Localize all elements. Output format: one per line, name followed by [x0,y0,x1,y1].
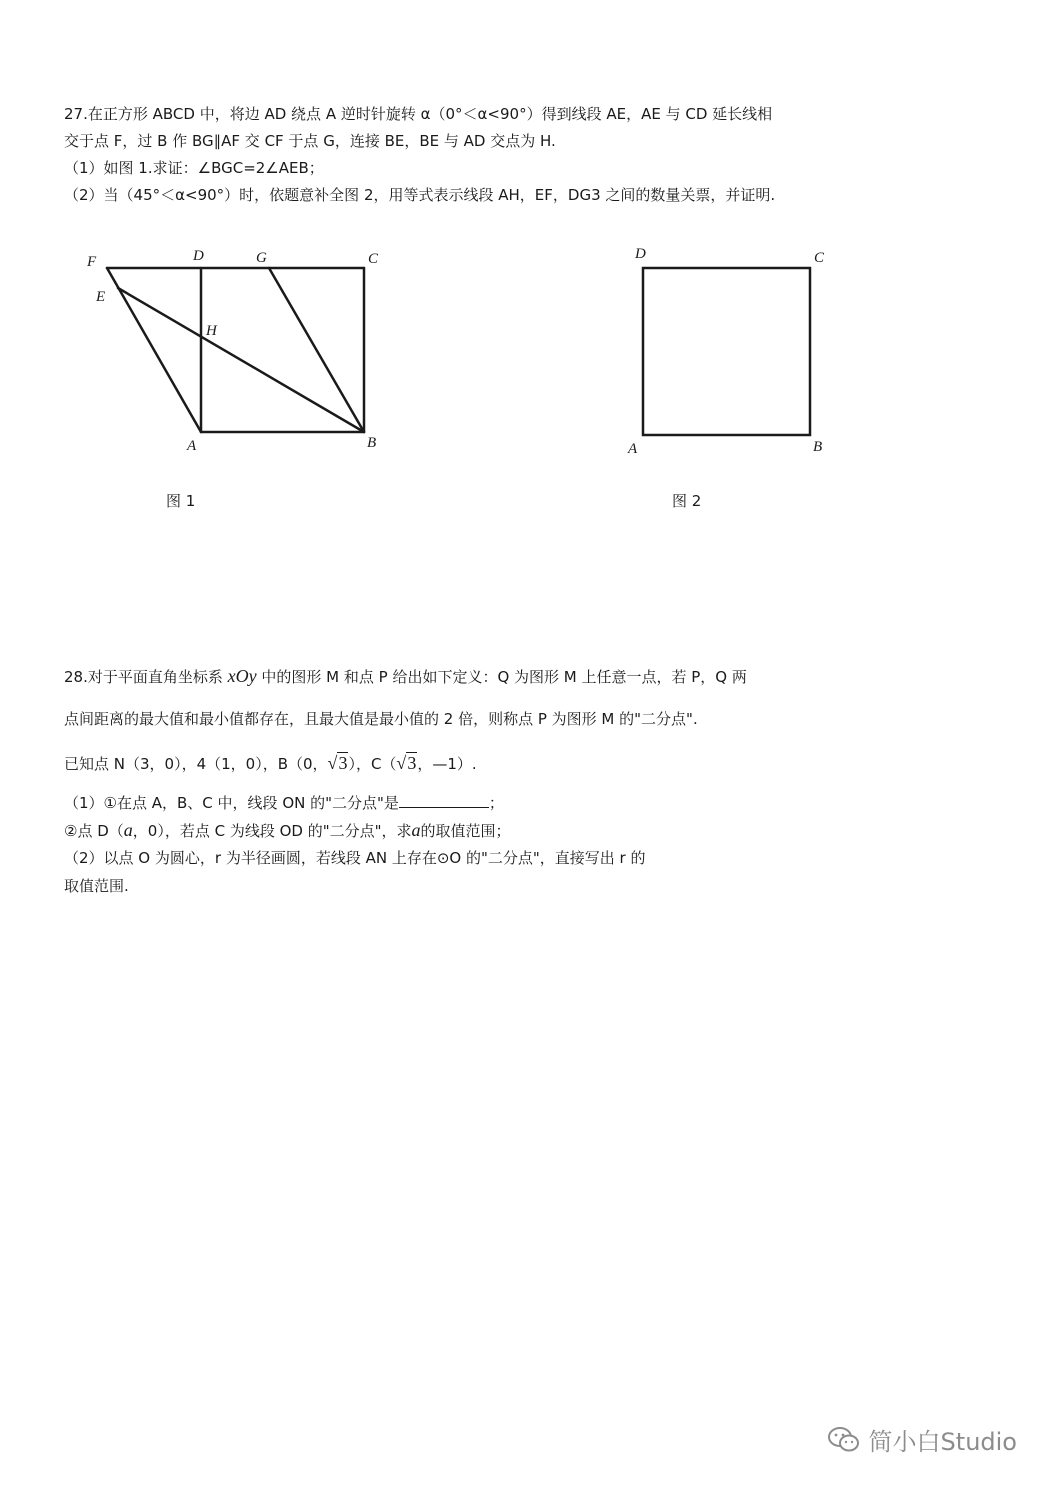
q28-part1a [64,793,504,813]
q28-var-xoy: xOy [227,666,257,686]
q28-part2-line1: （2）以点 O 为圆心，r 为半径画圆，若线段 AN 上存在⊙O 的"二分点"，直接写出 r 的 [64,849,646,867]
q27-part2: （2）当（45°＜α<90°）时，依题意补全图 2，用等式表示线段 AH，EF，DG3 之间的数量关票，并证明. [64,186,776,204]
fig1-label-A: A [187,438,197,454]
fig2-label-D: D [635,246,646,262]
q28-part1b-c: 的取值范围； [420,822,511,840]
fig1-label-B: B [367,435,377,451]
fig1-line-eb [118,288,364,432]
q28-line1 [64,666,747,687]
fig1-label-F: F [87,254,97,270]
q28-line3 [64,753,477,774]
q27-part1: （1）如图 1.求证：∠BGC=2∠AEB； [64,159,324,177]
q28-line1-a: 28.对于平面直角坐标系 [64,668,228,686]
q28-part1b [64,820,511,841]
q28-part1a-end: ； [488,794,504,812]
q28-part1a-text: （1）①在点 A，B、C 中，线段 ON 的"二分点"是 [64,794,399,812]
q28-part2-line2: 取值范围. [64,877,129,895]
sqrt-3-b: √3 [327,753,348,773]
q28-line2: 点间距离的最大值和最小值都存在，且最大值是最小值的 2 倍，则称点 P 为图形 M 的"二分点". [64,710,698,728]
q27-line2: 交于点 F，过 B 作 BG∥AF 交 CF 于点 G，连接 BE，BE 与 AD 交点为 H. [64,132,556,150]
fig1-label-H: H [206,323,217,339]
sqrt-radicand: 3 [338,753,348,773]
q28-line1-b: 中的图形 M 和点 P 给出如下定义：Q 为图形 M 上任意一点，若 P，Q 两 [256,668,747,686]
q28-part1b-a: ②点 D（ [64,822,124,840]
fig2-label-B: B [813,439,823,455]
fig1-line-gb [269,268,364,432]
q28-line3-c: ，—1）. [417,755,477,773]
answer-blank[interactable] [399,793,489,808]
figure1-caption: 图 1 [166,492,196,510]
wechat-icon [827,1426,861,1454]
sqrt-radicand: 3 [407,753,417,773]
fig2-label-C: C [814,250,825,266]
q28-var-a: a [123,820,133,840]
fig2-square [643,268,810,435]
watermark [827,1422,1017,1457]
q27-line1: 27.在正方形 ABCD 中，将边 AD 绕点 A 逆时针旋转 α（0°＜α<90°）得到线段 AE，AE 与 CD 延长线相 [64,105,773,123]
fig1-label-D: D [193,248,204,264]
fig1-line-af [107,268,201,432]
fig1-label-E: E [96,289,106,305]
fig2-label-A: A [628,441,638,457]
q28-line3-a: 已知点 N（3，0），4（1，0），B（0， [64,755,328,773]
q28-part1b-b: ，0），若点 C 为线段 OD 的"二分点"，求 [132,822,412,840]
sqrt-3-c: √3 [396,753,417,773]
watermark-text: 简小白Studio [868,1428,1017,1456]
fig1-label-G: G [256,250,267,266]
q28-var-a-2: a [411,820,421,840]
fig1-label-C: C [368,251,379,267]
q28-line3-b: ），C（ [348,755,397,773]
figure2-caption: 图 2 [672,492,702,510]
